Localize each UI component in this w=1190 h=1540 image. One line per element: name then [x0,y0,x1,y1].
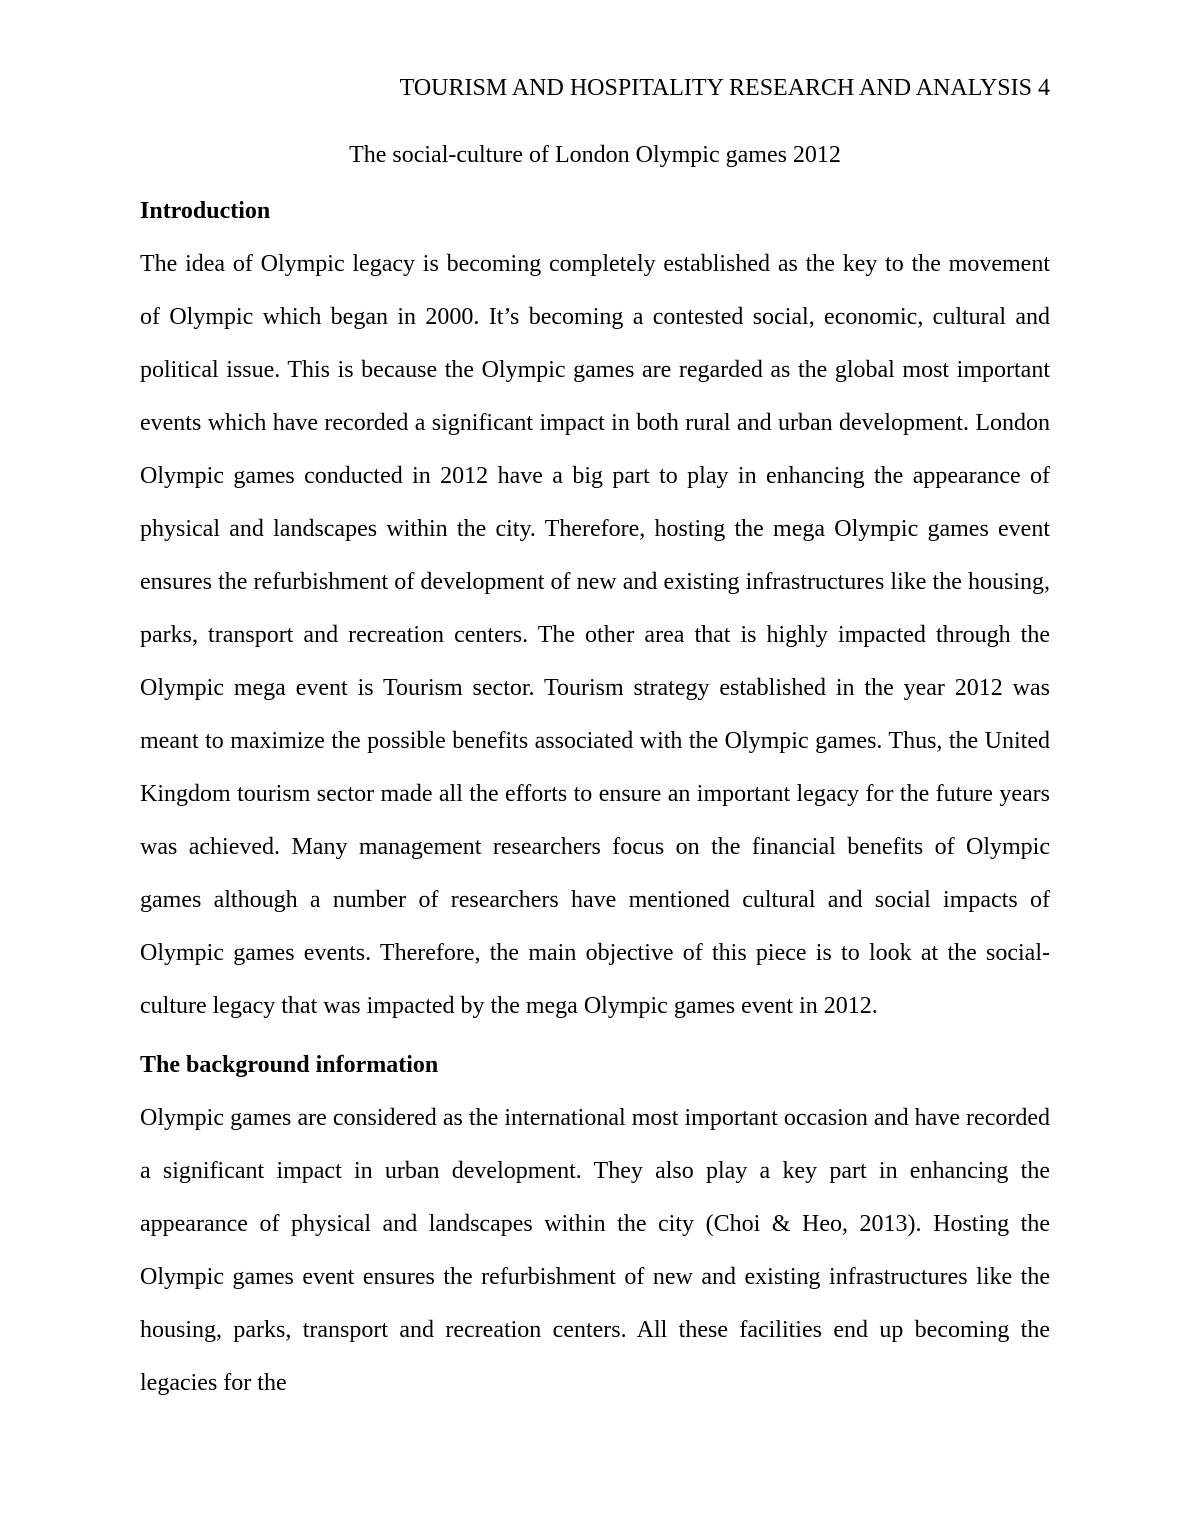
running-head-text: TOURISM AND HOSPITALITY RESEARCH AND ANALYSIS [399,75,1032,101]
introduction-paragraph: The idea of Olympic legacy is becoming completely established as the key to the movement of Olympic which began in 2000. It’s becoming a contested social, economic, cultural and political issue. This is because the Olympic games are regarded as the global most important events which have recorded a significant impact in both rural and urban development. London Olympic games conducted in 2012 have a big part to play in enhancing the appearance of physical and landscapes within the city. Therefore, hosting the mega Olympic games event ensures the refurbishment of development of new and existing infrastructures like the housing, parks, transport and recreation centers. The other area that is highly impacted through the Olympic mega event is Tourism sector. Tourism strategy established in the year 2012 was meant to maximize the possible benefits associated with the Olympic games. Thus, the United Kingdom tourism sector made all the efforts to ensure an important legacy for the future years was achieved. Many management researchers focus on the financial benefits of Olympic games although a number of researchers have mentioned cultural and social impacts of Olympic games events. Therefore, the main objective of this piece is to look at the social-culture legacy that was impacted by the mega Olympic games event in 2012. [140,251,1050,1019]
section-heading-background-information: The background information [140,1052,439,1078]
page-number: 4 [1038,75,1050,101]
section-heading-introduction: Introduction [140,198,271,224]
document-title: The social-culture of London Olympic games 2012 [349,142,841,168]
background-information-paragraph: Olympic games are considered as the international most important occasion and have recorded a significant impact in urban development. They also play a key part in enhancing the appearance of physical and landscapes within the city (Choi & Heo, 2013). Hosting the Olympic games event ensures the refurbishment of new and existing infrastructures like the housing, parks, transport and recreation centers. All these facilities end up becoming the legacies for the [140,1105,1050,1396]
running-head [140,62,1050,115]
